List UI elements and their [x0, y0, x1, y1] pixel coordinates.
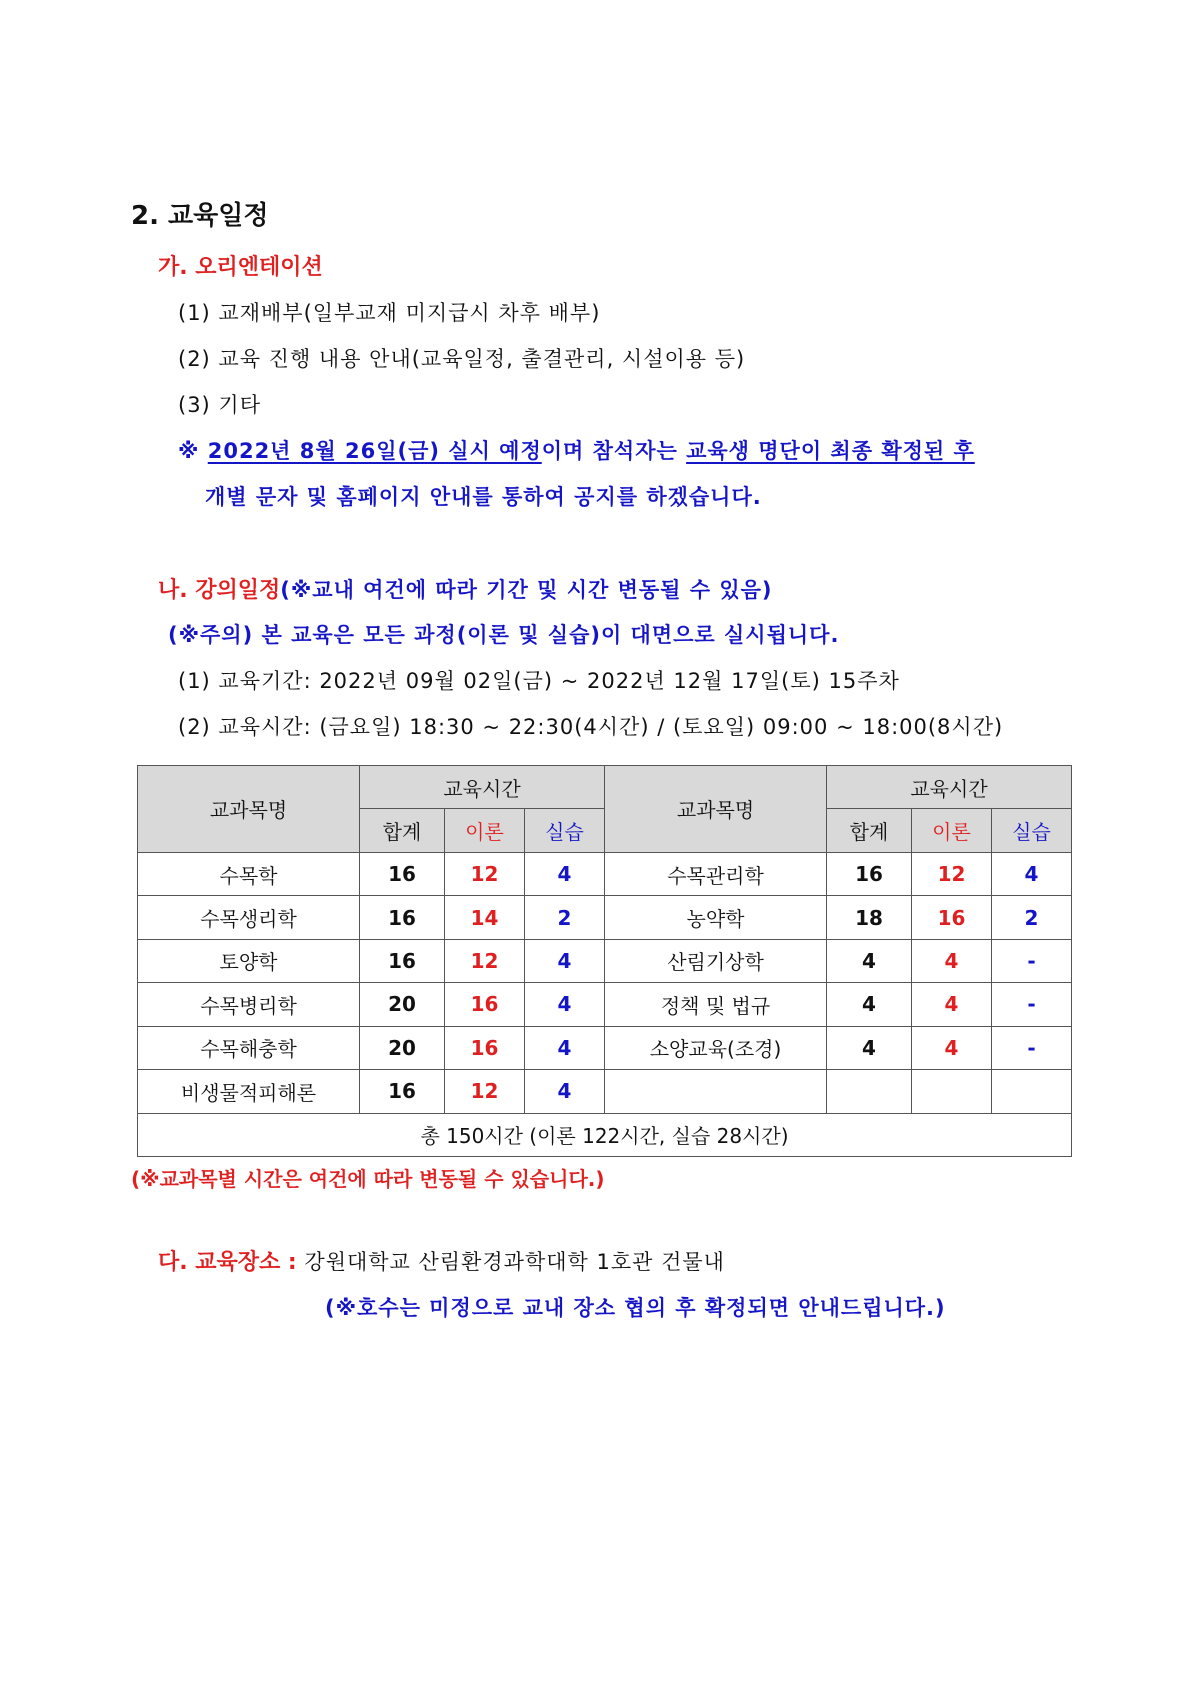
- lecture-hours: (2) 교육시간: (금요일) 18:30 ~ 22:30(4시간) / (토요일) 09:00 ~ 18:00(8시간): [178, 715, 1004, 739]
- header-theory-left: 이론: [445, 809, 525, 852]
- practice-hours: -: [992, 983, 1072, 1026]
- practice-hours: 4: [525, 983, 605, 1026]
- header-theory-right: 이론: [912, 809, 992, 852]
- theory-hours: 16: [912, 896, 992, 939]
- table-row: [138, 1026, 1072, 1069]
- practice-hours: [992, 1070, 1072, 1113]
- theory-hours: 14: [445, 896, 525, 939]
- lecture-warning: (※주의) 본 교육은 모든 과정(이론 및 실습)이 대면으로 실시됩니다.: [168, 623, 840, 647]
- practice-hours: 4: [525, 852, 605, 895]
- subject-name: 수목생리학: [138, 896, 360, 939]
- header-subject-left: 교과목명: [138, 766, 360, 853]
- practice-hours: -: [992, 1026, 1072, 1069]
- theory-hours: 12: [445, 939, 525, 982]
- subject-name: 수목병리학: [138, 983, 360, 1026]
- orientation-item-3: (3) 기타: [178, 393, 261, 417]
- header-total-left: 합계: [360, 809, 445, 852]
- venue-line: [158, 1245, 725, 1276]
- total-hours: 16: [360, 896, 445, 939]
- note-roster: 교육생 명단이 최종 확정된 후: [686, 439, 975, 463]
- theory-hours: 4: [912, 983, 992, 1026]
- orientation-note: [178, 435, 975, 465]
- venue-heading: 다. 교육장소 :: [158, 1250, 297, 1275]
- total-hours: 16: [360, 939, 445, 982]
- header-subject-right: 교과목명: [605, 766, 827, 853]
- total-hours: 20: [360, 1026, 445, 1069]
- total-hours: 4: [827, 983, 912, 1026]
- note-plain: 이며 참석자는: [541, 439, 687, 463]
- total-hours: 16: [360, 852, 445, 895]
- practice-hours: -: [992, 939, 1072, 982]
- practice-hours: 2: [992, 896, 1072, 939]
- subject-name: 토양학: [138, 939, 360, 982]
- practice-hours: 4: [992, 852, 1072, 895]
- theory-hours: 4: [912, 939, 992, 982]
- subject-name: [605, 1070, 827, 1113]
- header-total-right: 합계: [827, 809, 912, 852]
- theory-hours: 4: [912, 1026, 992, 1069]
- total-hours: 4: [827, 939, 912, 982]
- practice-hours: 2: [525, 896, 605, 939]
- section-title: 2. 교육일정: [131, 201, 269, 231]
- table-summary-row: [138, 1113, 1072, 1157]
- theory-hours: 16: [445, 1026, 525, 1069]
- header-hours-left: 교육시간: [360, 766, 605, 809]
- table-summary: 총 150시간 (이론 122시간, 실습 28시간): [138, 1113, 1072, 1157]
- total-hours: 20: [360, 983, 445, 1026]
- total-hours: 16: [360, 1070, 445, 1113]
- table-row: [138, 939, 1072, 982]
- schedule-table: [137, 765, 1072, 1157]
- lecture-heading-note: (※교내 여건에 따라 기간 및 시간 변동될 수 있음): [280, 578, 773, 602]
- header-practice-right: 실습: [992, 809, 1072, 852]
- lecture-heading: [158, 573, 773, 604]
- subject-name: 산림기상학: [605, 939, 827, 982]
- note-mark: ※: [178, 439, 200, 463]
- venue-note: (※호수는 미정으로 교내 장소 협의 후 확정되면 안내드립니다.): [325, 1296, 946, 1320]
- header-hours-right: 교육시간: [827, 766, 1072, 809]
- note-date: 2022년 8월 26일(금) 실시 예정: [207, 439, 542, 463]
- subject-name: 수목관리학: [605, 852, 827, 895]
- theory-hours: 12: [445, 852, 525, 895]
- orientation-heading: 가. 오리엔테이션: [158, 255, 323, 280]
- subject-name: 정책 및 법규: [605, 983, 827, 1026]
- subject-name: 수목학: [138, 852, 360, 895]
- subject-name: 소양교육(조경): [605, 1026, 827, 1069]
- practice-hours: 4: [525, 1070, 605, 1113]
- orientation-note-line2: 개별 문자 및 홈페이지 안내를 통하여 공지를 하겠습니다.: [205, 485, 762, 509]
- theory-hours: 12: [445, 1070, 525, 1113]
- theory-hours: 12: [912, 852, 992, 895]
- lecture-period: (1) 교육기간: 2022년 09월 02일(금) ~ 2022년 12월 17일(토) 15주차: [178, 669, 900, 693]
- table-note: (※교과목별 시간은 여건에 따라 변동될 수 있습니다.): [131, 1167, 605, 1191]
- table-header-row: [138, 766, 1072, 809]
- practice-hours: 4: [525, 1026, 605, 1069]
- practice-hours: 4: [525, 939, 605, 982]
- total-hours: 4: [827, 1026, 912, 1069]
- theory-hours: [912, 1070, 992, 1113]
- theory-hours: 16: [445, 983, 525, 1026]
- total-hours: [827, 1070, 912, 1113]
- subject-name: 농약학: [605, 896, 827, 939]
- header-practice-left: 실습: [525, 809, 605, 852]
- table-row: [138, 852, 1072, 895]
- venue-place: 강원대학교 산림환경과학대학 1호관 건물내: [304, 1250, 725, 1274]
- total-hours: 18: [827, 896, 912, 939]
- orientation-item-1: (1) 교재배부(일부교재 미지급시 차후 배부): [178, 301, 601, 325]
- table-row: [138, 1070, 1072, 1113]
- subject-name: 수목해충학: [138, 1026, 360, 1069]
- total-hours: 16: [827, 852, 912, 895]
- subject-name: 비생물적피해론: [138, 1070, 360, 1113]
- table-row: [138, 983, 1072, 1026]
- lecture-heading-title: 나. 강의일정: [158, 578, 281, 603]
- table-row: [138, 896, 1072, 939]
- orientation-item-2: (2) 교육 진행 내용 안내(교육일정, 출결관리, 시설이용 등): [178, 347, 746, 371]
